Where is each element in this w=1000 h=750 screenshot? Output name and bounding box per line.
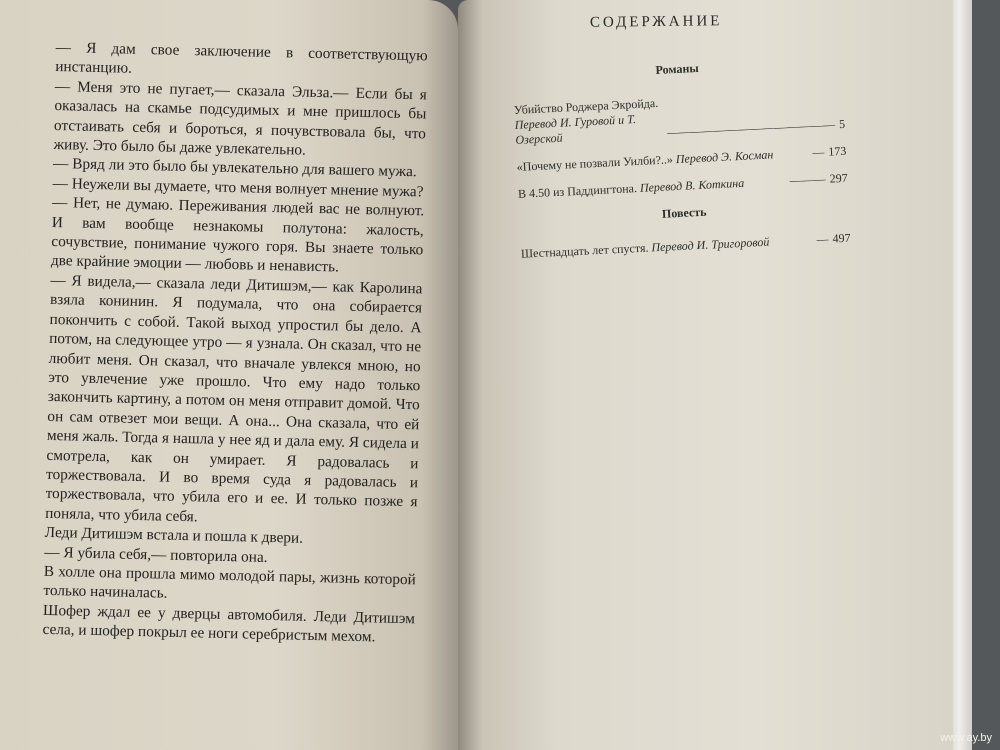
entry-page-number: 497 [832,230,851,246]
section-heading-novella: Повесть [661,204,707,221]
paragraph: Леди Дитишэм встала и пошла к двери. [44,524,304,547]
paragraph: — Я дам свое заключение в соответствующую инстанцию. [55,38,428,78]
entry-title: В 4.50 из Паддингтона. [517,181,638,201]
contents-entry [514,87,846,148]
paragraph: — Я видела,— сказала леди Дитишэм,— как Каролина взяла конинин. Я подумала, что она собирается покончить с собой. Такой выход упростил бы дело. А потом, на следующее утро — я узнала. Он сказал, что не любит меня. Он сказал, что вначале увлекся мною, но это увлечение уже прошло. Что ему надо только закончить картину, а потом он меня отправит домой. Что он сам отвезет мои вещи. А она... Она сказала, что ей меня жаль. Тогда я нашла у нее яд и дала ему. Я сидела и смотрела, как он умирает. Я радовалась и торжествовала. И во время суда я радовалась и торжествовала, что убила его и ее. И только позже я поняла, что убила себя. [45,271,423,526]
contents-entry [516,144,846,175]
entry-translator: Перевод И. Гуровой и Т. Озерской [514,112,637,147]
entry-dash: — [816,231,829,247]
entry-translator: Перевод Э. Косман [675,147,774,167]
paragraph: В холле она прошла мимо молодой пары, жизнь которой только начиналась. [43,562,416,603]
left-page-text [42,38,428,648]
entry-translator: Перевод И. Тригоровой [651,234,770,255]
entry-translator: Перевод В. Коткина [639,175,745,195]
section-heading-novels: Романы [655,60,700,77]
paragraph: — Я убила себя,— повторила она. [44,543,268,566]
entry-page-number: 5 [838,116,846,132]
contents-title: СОДЕРЖАНИЕ [589,13,723,31]
entry-dash: —————————————— [666,117,836,140]
entry-title: Шестнадцать лет спустя. [520,240,649,261]
entry-title: Убийство Роджера Экройда. [513,95,659,117]
contents-entry [518,171,848,202]
left-page [0,0,458,750]
paragraph: — Вряд ли это было бы увлекательно для вашего мужа. [52,155,417,181]
paragraph: — Неужели вы думаете, что меня волнует мнение мужа? [52,174,424,201]
entry-dash: ——— [789,171,827,188]
paragraph: Шофер ждал ее у дверцы автомобиля. Леди Дитишэм села, и шофер покрыл ее ноги серебристым мехом. [42,601,416,646]
entry-dash: — [812,144,825,160]
paragraph: — Меня это не пугает,— сказала Эльза.— Если бы я оказалась на скамье подсудимых и мне пришлось бы отстаивать себя и бороться, я почувствовала бы, что живу. Это было бы даже увлекательно. [53,77,428,159]
entry-page-number: 173 [828,143,847,159]
contents-list [512,54,852,274]
entry-page-number: 297 [829,170,849,186]
contents-entry [521,231,851,262]
page-stack-edge [950,0,972,750]
entry-title: «Почему не позвали Уилби?..» [516,152,674,174]
paragraph: — Нет, не думаю. Переживания людей вас не волнуют. И вам вообще незнакомы полутона: жалость, сочувствие, понимание чужого горя. Вы знаете только две крайние эмоции — любовь и ненависть. [50,194,425,276]
right-page [458,0,953,750]
watermark: www.ay.by [940,732,992,744]
